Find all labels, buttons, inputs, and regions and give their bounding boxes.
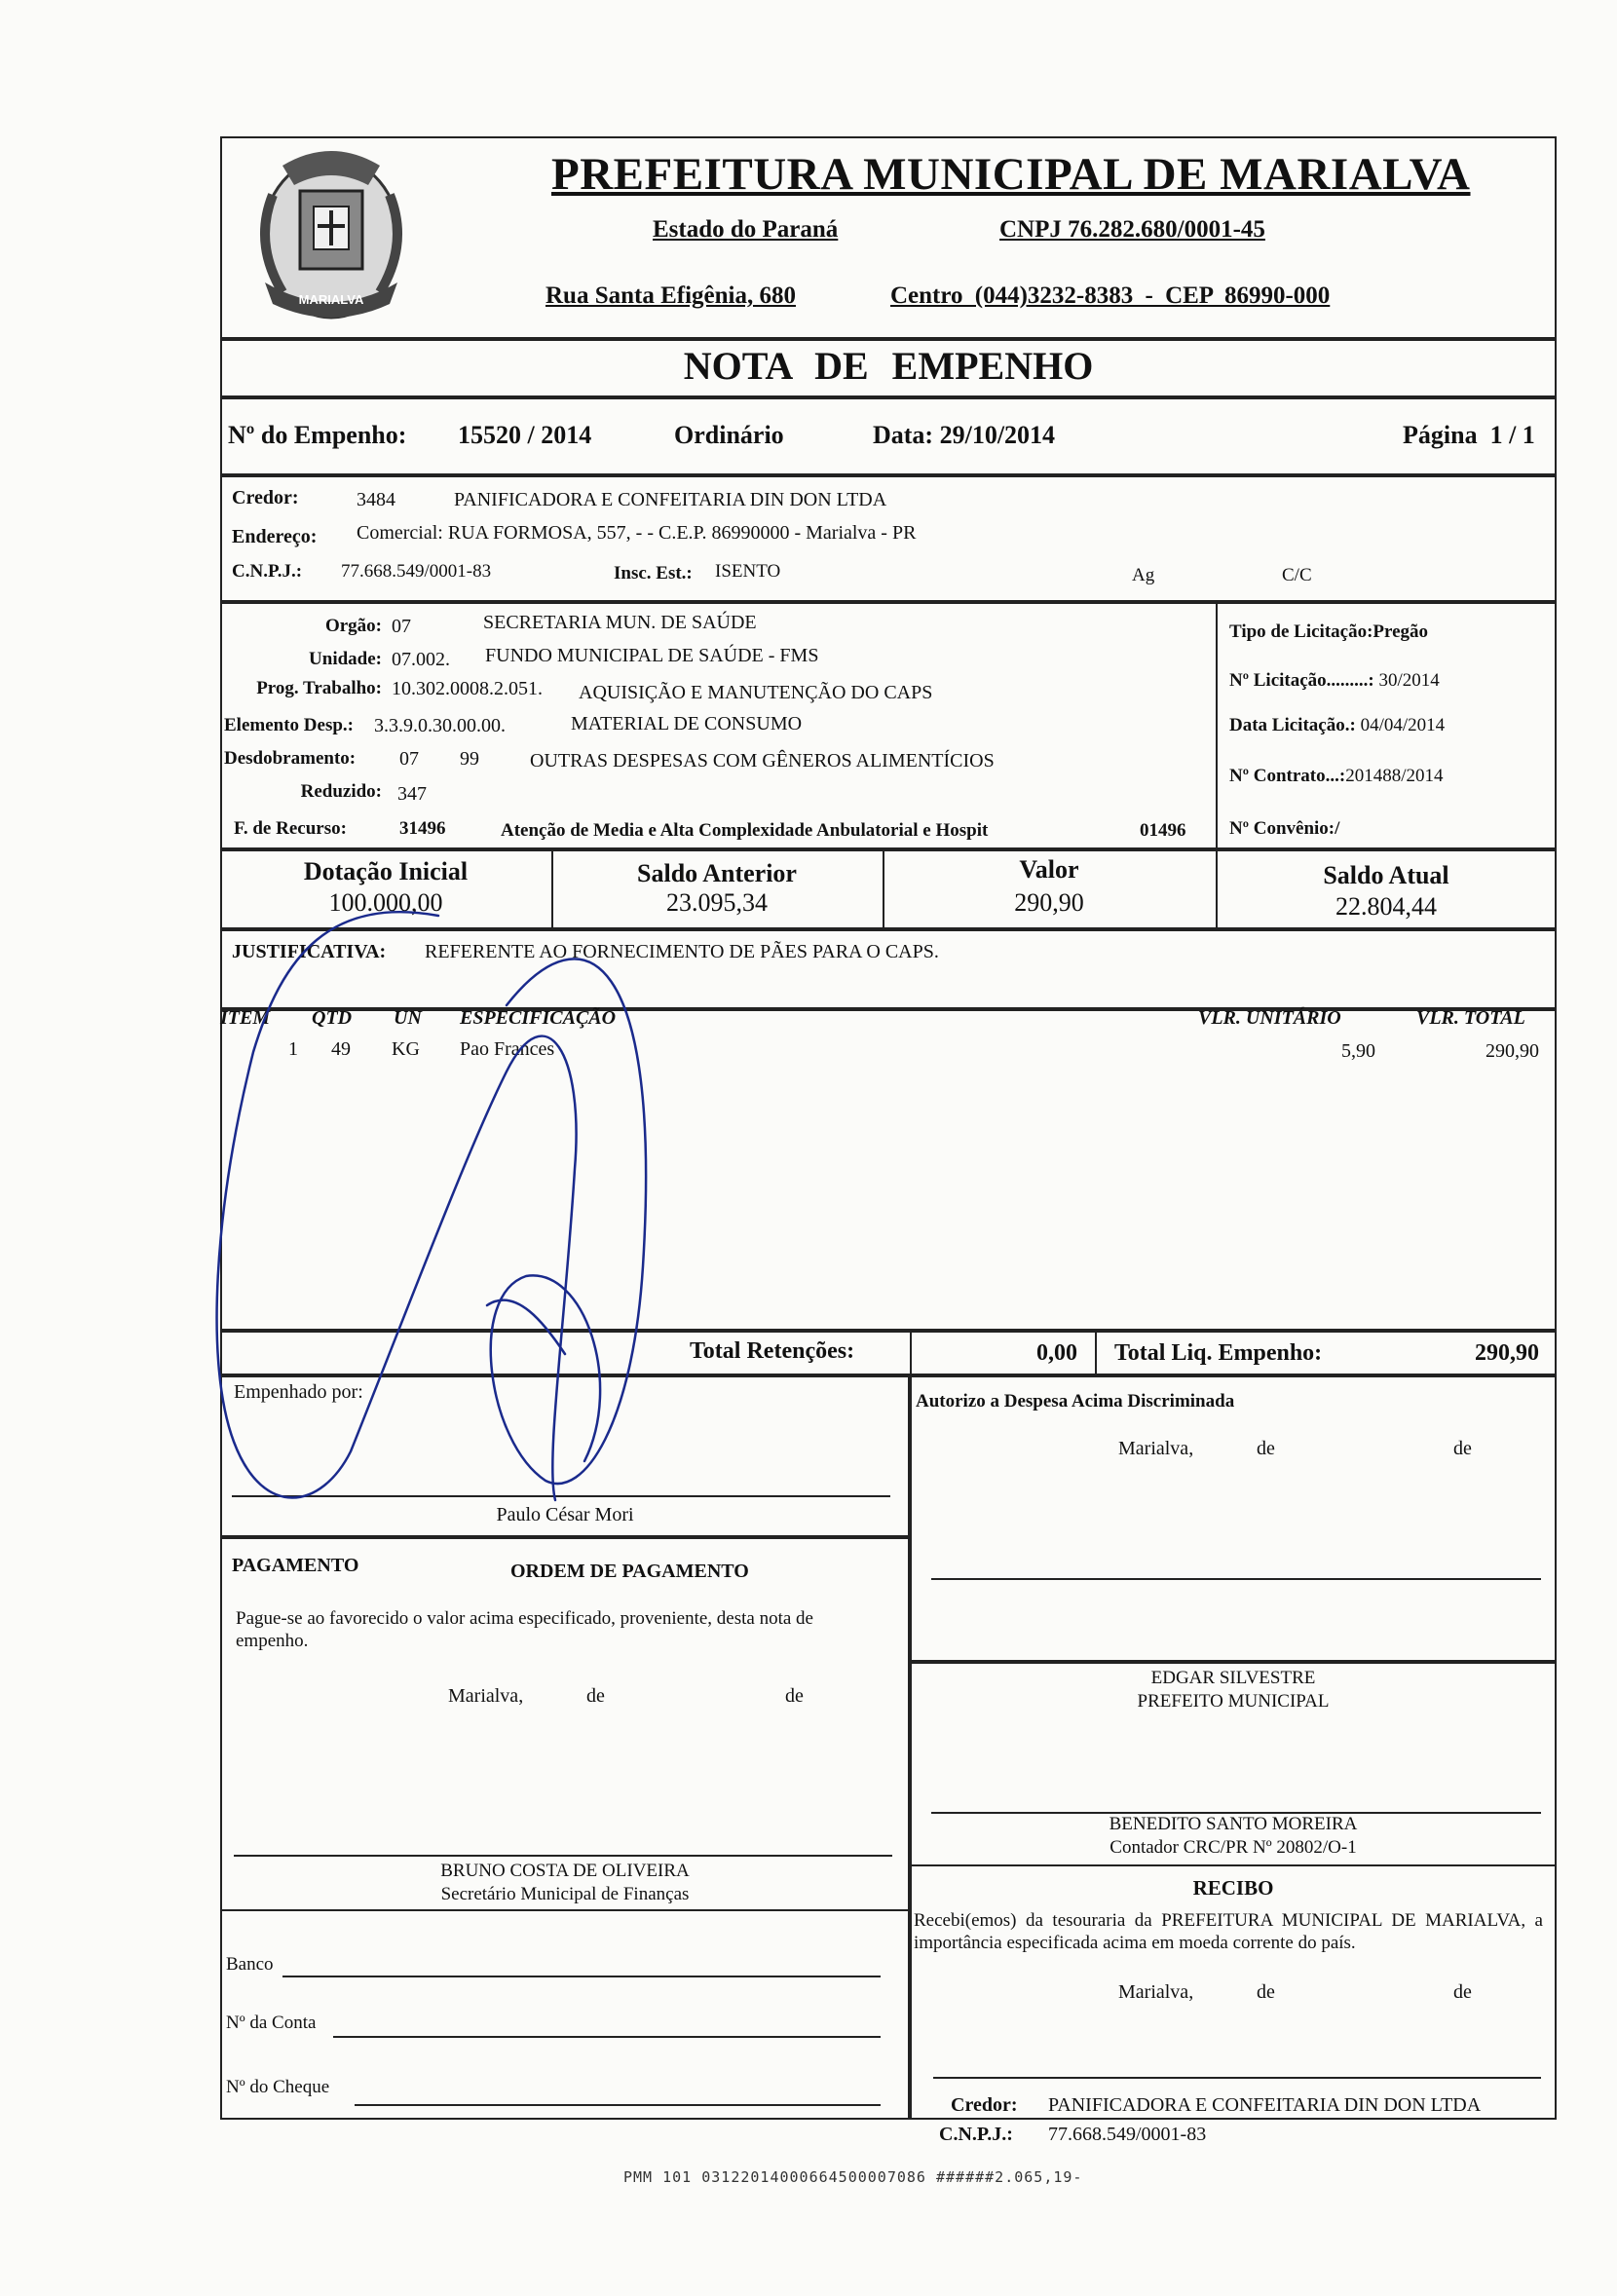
header-state: Estado do Paraná (653, 216, 839, 243)
autorizo-signature-line (931, 1578, 1541, 1580)
elemento-name: MATERIAL DE CONSUMO (571, 713, 803, 734)
cheque-label: Nº do Cheque (226, 2077, 330, 2097)
pagamento-banco-separator (220, 1909, 910, 1911)
empenho-date: Data: 29/10/2014 (873, 421, 1056, 449)
recurso-code2: 01496 (1140, 820, 1186, 841)
contador-role: Contador CRC/PR Nº 20802/O-1 (1109, 1837, 1357, 1858)
unidade-name: FUNDO MUNICIPAL DE SAÚDE - FMS (485, 645, 819, 666)
row-spec: Pao Frances (460, 1038, 555, 1060)
liquido-value: 290,90 (1475, 1340, 1539, 1366)
licitacao-tipo: Tipo de Licitação:Pregão (1229, 621, 1429, 642)
footer-code: PMM 101 03122014000664500007086 ######2.065,19- (623, 2168, 1083, 2186)
totals-divider-2 (1095, 1331, 1097, 1375)
pagamento-text: Pague-se ao favorecido o valor acima especificado, proveniente, desta nota de empenho. (236, 1608, 813, 1651)
empenhado-signature-line (232, 1495, 890, 1497)
empenho-number-label: Nº do Empenho: (228, 421, 407, 449)
cheque-line[interactable] (355, 2104, 881, 2106)
licitacao-numero-label: Nº Licitação.........: (1229, 670, 1374, 691)
prog-code: 10.302.0008.2.051. (392, 678, 543, 699)
contador-name: BENEDITO SANTO MOREIRA (1109, 1814, 1358, 1834)
saldo-anterior-label: Saldo Anterior (637, 859, 797, 887)
pagamento-de2: de (785, 1685, 804, 1707)
prog-label: Prog. Trabalho: (256, 678, 382, 698)
col-qtd-header: QTD (312, 1007, 353, 1029)
header-cnpj: CNPJ 76.282.680/0001-45 (999, 216, 1265, 243)
recurso-label: F. de Recurso: (234, 818, 347, 839)
saldo-anterior-value: 23.095,34 (666, 888, 768, 917)
saldo-atual-value: 22.804,44 (1335, 892, 1437, 921)
seal-text: MARIALVA (298, 292, 364, 307)
recurso-name: Atenção de Media e Alta Complexidade Anbulatorial e Hospit (501, 820, 989, 841)
desdobramento-name: OUTRAS DESPESAS COM GÊNEROS ALIMENTÍCIOS (530, 750, 995, 772)
prefeito-name: EDGAR SILVESTRE (1150, 1668, 1316, 1688)
licitacao-data-value: 04/04/2014 (1360, 715, 1446, 735)
banco-line[interactable] (282, 1976, 881, 1977)
header-district-phone-cep: Centro (044)3232-8383 - CEP 86990-000 (890, 282, 1331, 309)
cnpj-label: C.N.P.J.: (232, 561, 303, 582)
row-un: KG (392, 1038, 420, 1060)
ordem-pagamento-label: ORDEM DE PAGAMENTO (510, 1561, 749, 1582)
licitacao-numero (1229, 670, 1440, 692)
row-qtd: 49 (331, 1038, 351, 1060)
dotacao-value: 100.000,00 (328, 888, 443, 917)
elemento-code: 3.3.9.0.30.00.00. (374, 715, 506, 736)
col-unit-header: VLR. UNITÁRIO (1198, 1007, 1341, 1029)
empenho-page: Página 1 / 1 (1403, 421, 1535, 449)
orgao-label: Orgão: (324, 616, 382, 636)
recibo-place: Marialva, (1118, 1981, 1194, 2003)
insc-label: Insc. Est.: (614, 563, 693, 583)
empenho-type: Ordinário (674, 421, 784, 449)
retencoes-label: Total Retenções: (690, 1338, 855, 1364)
licitacao-contrato-label: Nº Contrato...: (1229, 766, 1346, 786)
creditor-cnpj: 77.668.549/0001-83 (341, 561, 492, 582)
conta-line[interactable] (333, 2036, 881, 2038)
pagamento-signature-line (234, 1855, 892, 1857)
licitacao-data-label: Data Licitação.: (1229, 715, 1356, 735)
creditor-name: PANIFICADORA E CONFEITARIA DIN DON LTDA (454, 489, 887, 510)
valor-label: Valor (1019, 855, 1079, 884)
pagamento-label: PAGAMENTO (232, 1555, 359, 1576)
recibo-text: Recebi(emos) da tesouraria da PREFEITURA MUNICIPAL DE MARIALVA, a importância especificada acima em moeda corrente do país. (914, 1910, 1543, 1953)
desdobramento-code: 07 (399, 748, 419, 770)
unidade-code: 07.002. (392, 649, 450, 670)
desdobramento-label: Desdobramento: (224, 748, 357, 769)
orgao-code: 07 (392, 616, 411, 637)
empenho-number: 15520 / 2014 (458, 421, 592, 449)
recibo-cnpj-label: C.N.P.J.: (939, 2124, 1013, 2145)
unidade-label: Unidade: (309, 649, 382, 669)
header-title: PREFEITURA MUNICIPAL DE MARIALVA (551, 149, 1471, 200)
pagamento-signer-name: BRUNO COSTA DE OLIVEIRA (440, 1861, 690, 1881)
ag-label: Ag (1132, 565, 1155, 585)
valor-value: 290,90 (1014, 888, 1084, 917)
recibo-cnpj: 77.668.549/0001-83 (1048, 2124, 1207, 2145)
recurso-code: 31496 (399, 818, 446, 839)
row-unit: 5,90 (1341, 1040, 1375, 1062)
creditor-code: 3484 (357, 489, 395, 510)
conta-label: Nº da Conta (226, 2013, 317, 2033)
licitacao-numero-value: 30/2014 (1378, 670, 1440, 691)
licitacao-convenio: Nº Convênio:/ (1229, 818, 1340, 839)
licitacao-contrato (1229, 766, 1443, 787)
saldo-atual-label: Saldo Atual (1323, 861, 1449, 889)
col-total-header: VLR. TOTAL (1416, 1007, 1525, 1029)
dotacao-label: Dotação Inicial (303, 857, 469, 885)
recibo-de2: de (1453, 1981, 1472, 2003)
cc-label: C/C (1282, 565, 1312, 585)
orgao-name: SECRETARIA MUN. DE SAÚDE (483, 612, 757, 633)
recibo-separator (910, 1864, 1557, 1866)
justificativa-text: REFERENTE AO FORNECIMENTO DE PÃES PARA O CAPS. (425, 941, 939, 962)
municipal-seal (244, 136, 419, 339)
desdobramento-code2: 99 (460, 748, 479, 770)
autorizo-de1: de (1257, 1438, 1275, 1459)
prefeito-role: PREFEITO MUNICIPAL (1137, 1691, 1330, 1712)
autorizo-de2: de (1453, 1438, 1472, 1459)
empenhado-label: Empenhado por: (234, 1381, 363, 1403)
prog-name: AQUISIÇÃO E MANUTENÇÃO DO CAPS (579, 682, 933, 703)
recibo-signature-line (933, 2077, 1541, 2079)
licitacao-contrato-value: 201488/2014 (1345, 766, 1444, 786)
elemento-label: Elemento Desp.: (224, 715, 354, 735)
pagamento-de1: de (586, 1685, 605, 1707)
pagamento-place: Marialva, (448, 1685, 524, 1707)
col-item-header: ITEM (220, 1007, 271, 1029)
col-un-header: UN (394, 1007, 422, 1029)
liquido-label: Total Liq. Empenho: (1114, 1340, 1323, 1366)
autorizo-label: Autorizo a Despesa Acima Discriminada (916, 1391, 1235, 1411)
header-address: Rua Santa Efigênia, 680 (545, 282, 796, 309)
recibo-de1: de (1257, 1981, 1275, 2003)
recibo-label: RECIBO (1192, 1876, 1274, 1900)
row-total: 290,90 (1485, 1040, 1539, 1062)
address-label: Endereço: (232, 526, 318, 547)
creditor-insc: ISENTO (715, 561, 781, 582)
creditor-label: Credor: (232, 487, 299, 508)
recibo-credor-label: Credor: (951, 2094, 1018, 2116)
retencoes-value: 0,00 (1036, 1340, 1077, 1366)
empenhado-signer: Paulo César Mori (496, 1504, 634, 1525)
creditor-address: Comercial: RUA FORMOSA, 557, - - C.E.P. 86990000 - Marialva - PR (357, 522, 917, 544)
totals-box (220, 1331, 1557, 1375)
reduzido-value: 347 (397, 783, 427, 805)
licitacao-data (1229, 715, 1445, 736)
col-spec-header: ESPECIFICAÇÃO (460, 1007, 617, 1029)
budget-divider (1216, 602, 1218, 849)
justificativa-label: JUSTIFICATIVA: (232, 941, 387, 962)
autorizo-box (910, 1375, 1557, 1662)
reduzido-label: Reduzido: (300, 781, 382, 802)
recibo-credor: PANIFICADORA E CONFEITARIA DIN DON LTDA (1048, 2094, 1482, 2116)
totals-divider-1 (910, 1331, 912, 1375)
doc-title: NOTA DE EMPENHO (683, 344, 1094, 388)
row-item: 1 (288, 1038, 298, 1060)
autorizo-place: Marialva, (1118, 1438, 1194, 1459)
banco-label: Banco (226, 1954, 274, 1975)
pagamento-signer-role: Secretário Municipal de Finanças (440, 1884, 690, 1904)
